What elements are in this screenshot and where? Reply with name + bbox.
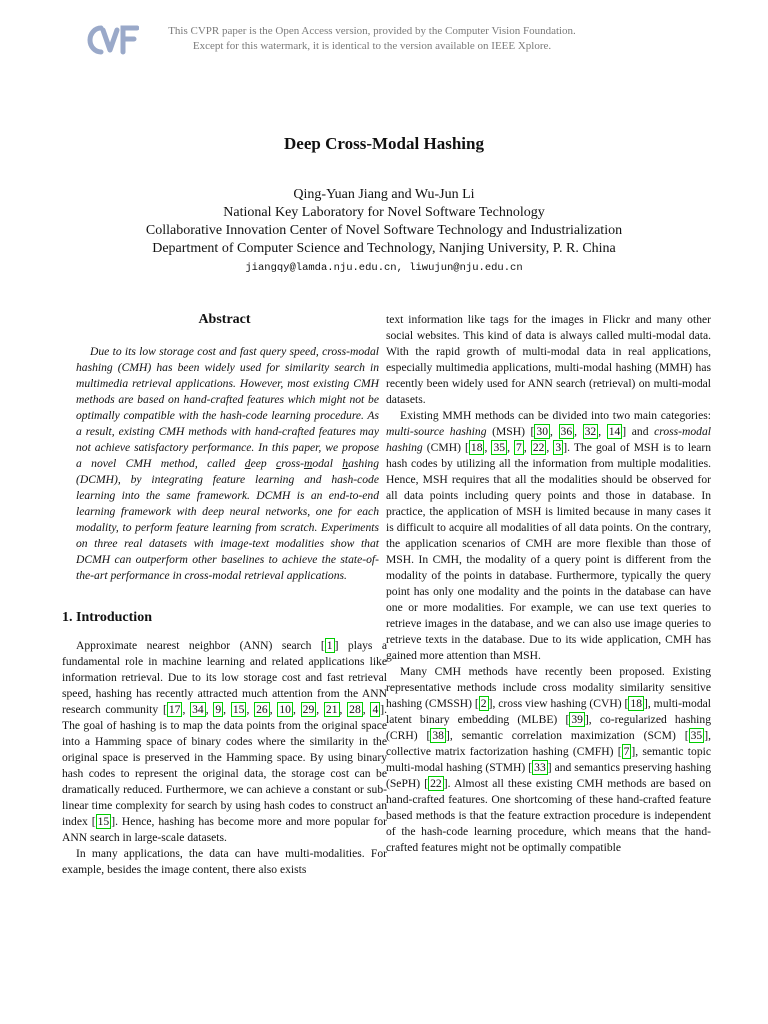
citation-link[interactable]: 38 — [432, 729, 444, 742]
abstract-part: (DCMH), by integrating feature learning and hash-code learning into the same framework. DCMH is an end-to-end learning framework with deep neural networks, one for each modality, to perform feature learning from scratch. Experiments on three real datasets with image-text modalities show that DCMH can outperform other baselines to achieve the state-of-the-art performance in cross-modal retrieval applications. — [76, 473, 379, 582]
emphasis-term: multi-source hashing — [386, 425, 487, 438]
text-run: , semantic correlation maximization (SCM) — [449, 729, 685, 742]
abstract-underline: m — [303, 457, 313, 470]
text-run: and semantics preserving hashing (SePH) — [386, 761, 711, 790]
citation-link[interactable]: 18 — [470, 441, 483, 454]
abstract-part: odal — [312, 457, 343, 470]
citation-link[interactable]: 7 — [516, 441, 522, 454]
abstract-heading: Abstract — [198, 312, 251, 327]
citation-link[interactable]: 1 — [326, 639, 333, 652]
text-run: , cross view hashing (CVH) — [492, 697, 625, 710]
abstract-underline: h — [342, 457, 349, 470]
citation-link[interactable]: 22 — [430, 777, 442, 790]
right-column — [386, 312, 711, 856]
right-paragraph-2: Existing MMH methods can be divided into two main categories: multi-source hashing (MSH) [ 30 , 36 , 32 , 14 ] and cross-modal hashing (CMH) [ 18 , 35 , 7 , 22 , 3 ]. The goal of MSH is to learn hash codes by utilizing all the information from multiple modalities. Hence, MSH requires that all the modalities should be observed for all data points including query points and those in database. In practice, the application of MSH is limited because in many cases it is difficult to acquire all modalities of all data points. On the contrary, the application scenarios of CMH are more flexible than those of MSH. In CMH, the modality of a query point is different from the modality of the points in database. Furthermore, typically the query point has only one modality and the points in the database can have one or more modalities. For example, we can use text queries to retrieve images in the database, and we can also use image queries to retrieve texts in the database. Due to its wide application, CMH has gained more attention than MSH. — [386, 409, 712, 662]
text-run: . Almost all these existing CMH methods are based on hand-crafted features. One shortcoming of these hand-crafted feature based methods is that the feature extraction procedure is independent of the hash-code learning procedure, which means that the hand-crafted features might not be optimally compatible — [386, 777, 711, 854]
citation-link[interactable]: 22 — [532, 441, 545, 454]
text-run: , semantic topic multi-modal hashing (STMH) — [386, 745, 711, 774]
citation-link[interactable]: 39 — [571, 713, 583, 726]
watermark-line-1: This CVPR paper is the Open Access version, provided by the Computer Vision Foundation. — [168, 25, 576, 37]
citation-link[interactable]: 3 — [555, 441, 562, 454]
right-paragraph-3: Many CMH methods have recently been proposed. Existing representative methods include cross modality similarity sensitive hashing (CMSSH) [ 2 ], cross view hashing (CVH) [ 18 ], multi-modal latent binary embedding (MLBE) [ 39 ], co-regularized hashing (CRH) [ 38 ], semantic correlation maximization (SCM) [ 35 ], collective matrix factorization hashing (CMFH) [ 7 ], semantic topic multi-modal hashing (STMH) [ 33 ] and semantics preserving hashing (SePH) [ 22 ]. Almost all these existing CMH methods are based on hand-crafted features. One shortcoming of these hand-crafted feature based methods is that the feature extraction procedure is independent of the hash-code learning procedure, which means that the hand-crafted features might not be optimally compatible — [386, 665, 711, 854]
citation-link[interactable]: 35 — [690, 729, 703, 742]
citation-link[interactable]: 10 — [279, 703, 291, 716]
text-run: Approximate nearest neighbor (ANN) search — [76, 639, 321, 652]
citation-link[interactable]: 36 — [560, 425, 573, 438]
author-names: Qing-Yuan Jiang and Wu-Jun Li — [293, 187, 475, 202]
abstract-part: ashing — [348, 457, 380, 470]
right-paragraph-1: text information like tags for the images in Flickr and many other social websites. This kind of data is always called multi-modal data. With the rapid growth of multi-modal data in real applications, especially multimedia applications, multi-modal hashing (MMH) has recently been widely used for ANN search (retrieval) on multi-modal datasets. — [386, 313, 711, 406]
text-run: Existing MMH methods can be divided into two main categories: — [400, 409, 711, 422]
text-run: Many CMH methods have recently been proposed. Existing representative methods include cross modality similarity sensitive hashing (CMSSH) — [386, 665, 711, 710]
citation-link[interactable]: 18 — [630, 697, 642, 710]
citation-link[interactable]: 21 — [325, 703, 338, 716]
citation-link[interactable]: 30 — [536, 425, 549, 438]
abstract-part: eep — [250, 457, 277, 470]
abstract-part: Due to its low storage cost and fast query speed, cross-modal hashing (CMH) has been widely used for similarity search in multimedia retrieval applications. However, most existing CMH methods are based on hand-crafted features which might not be optimally compatible with the hash-code learning procedure. As a result, existing CMH methods with hand-crafted features may not achieve satisfactory performance. In this paper, we propose a novel CMH method, called — [76, 345, 379, 470]
abstract-text — [62, 344, 387, 584]
author-emails: jiangqy@lamda.nju.edu.cn, liwujun@nju.edu.cn — [245, 262, 523, 274]
citation-link[interactable]: 35 — [493, 441, 506, 454]
text-run: , multi-modal latent binary embedding (MLBE) — [386, 697, 711, 726]
text-run: . The goal of MSH is to learn hash codes by utilizing all the information from multiple modalities. Hence, MSH requires that all the modalities should be observed for all data points including query points and those in database. In practice, the application of MSH is limited because in many cases it is difficult to acquire all modalities of all data points. On the contrary, the application scenarios of CMH are more flexible than those of MSH. In CMH, the modality of a query point is different from the modality of the points in database. Furthermore, typically the query point has only one modality and the points in the database can have one or more modalities. For example, we can use text queries to retrieve images in the database, and we can also use image queries to retrieve texts in the database. Due to its wide application, CMH has gained more attention than MSH. — [386, 441, 712, 662]
citation-link[interactable]: 15 — [232, 703, 245, 716]
text-run: . The goal of hashing is to map the data points from the original space into a Hamming space of binary codes where the similarity in the original space is preserved in the Hamming space. By using binary hash codes to represent the original data, the storage cost can be dramatically reduced. Furthermore, we can achieve a constant or sub-linear time complexity for search by using hash codes to construct an index — [62, 703, 388, 828]
citation-link[interactable]: 32 — [584, 425, 597, 438]
abstract-part: ross- — [281, 457, 304, 470]
citation-link[interactable]: 28 — [349, 703, 361, 716]
left-column — [62, 312, 387, 878]
emphasis-term: cross-modal hashing — [386, 425, 712, 454]
citation-link[interactable]: 17 — [168, 703, 181, 716]
text-run: plays a fundamental role in machine learning and related applications like information retrieval. Due to its low storage cost and fast retrieval speed, hashing has recently attracted much attention from the ANN research community — [62, 639, 387, 716]
citation-link[interactable]: 33 — [534, 761, 546, 774]
author-block — [0, 186, 768, 258]
abstract-underline: d — [244, 457, 251, 470]
text-run: (CMH) — [422, 441, 466, 454]
affiliation-3: Department of Computer Science and Technology, Nanjing University, P. R. China — [152, 241, 616, 256]
text-run: , co-regularized hashing (CRH) — [386, 713, 711, 742]
citation-link[interactable]: 26 — [256, 703, 268, 716]
affiliation-1: National Key Laboratory for Novel Software Technology — [223, 205, 545, 220]
intro-paragraph-1: Approximate nearest neighbor (ANN) search [ 1 ] plays a fundamental role in machine learning and related applications like information retrieval. Due to its low storage cost and fast retrieval speed, hashing has recently attracted much attention from the ANN research community [ 17 , 34 , 9 , 15 , 26 , 10 , 29 , 21 , 28 , 4 ]. The goal of hashing is to map the data points from the original space into a Hamming space of binary codes where the similarity in the original space is preserved in the Hamming space. By using binary hash codes to represent the original data, the storage cost can be dramatically reduced. Furthermore, we can achieve a constant or sub-linear time complexity for search by using hash codes to construct an index [ 15 ]. Hence, hashing has become more and more popular for ANN search in large-scale datasets. — [62, 639, 388, 844]
watermark-line-2: Except for this watermark, it is identical to the version available on IEEE Xplore. — [192, 40, 552, 52]
open-access-watermark — [150, 24, 594, 54]
section-heading-introduction: 1. Introduction — [62, 610, 152, 625]
text-run: . Hence, hashing has become more and more popular for ANN search in large-scale datasets. — [62, 815, 387, 844]
cvf-logo-icon — [83, 20, 139, 60]
affiliation-2: Collaborative Innovation Center of Novel Software Technology and Industrialization — [145, 223, 623, 238]
citation-link[interactable]: 9 — [215, 703, 222, 716]
paper-title: Deep Cross-Modal Hashing — [284, 134, 484, 153]
text-run: , collective matrix factorization hashing (CMFH) — [386, 729, 711, 758]
citation-link[interactable]: 2 — [480, 697, 487, 710]
citation-link[interactable]: 7 — [623, 745, 630, 758]
citation-link[interactable]: 4 — [372, 703, 379, 716]
citation-link[interactable]: 29 — [302, 703, 315, 716]
text-run: and — [626, 425, 655, 438]
intro-paragraph-2: In many applications, the data can have multi-modalities. For example, besides the image content, there also exists — [62, 847, 387, 876]
citation-link[interactable]: 15 — [97, 815, 110, 828]
abstract-underline: c — [276, 457, 282, 470]
text-run: (MSH) — [486, 425, 531, 438]
citation-link[interactable]: 14 — [608, 425, 621, 438]
citation-link[interactable]: 34 — [192, 703, 204, 716]
